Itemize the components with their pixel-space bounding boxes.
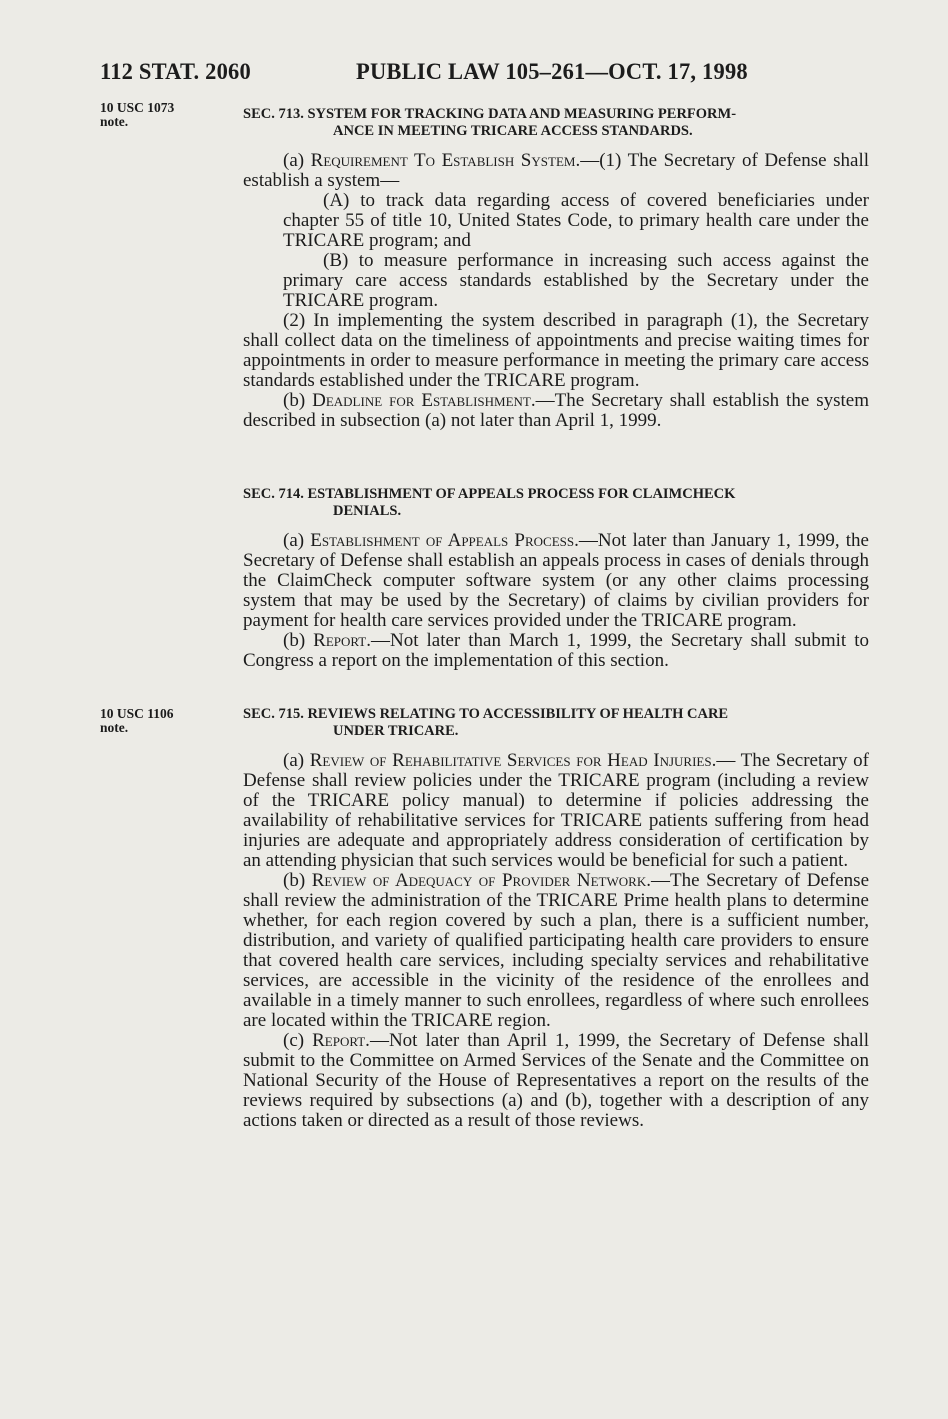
clause-B: (B) to measure performance in increasing such access against the primary care access standards established by the Secretary under the TRICARE program. [283, 250, 869, 311]
subsection-caption: Deadline for Establishment. [312, 390, 536, 411]
heading-line: SEC. 714. ESTABLISHMENT OF APPEALS PROCESS FOR CLAIMCHECK [243, 486, 736, 502]
section-714-heading [243, 486, 869, 520]
subsection-caption: Report. [312, 1030, 370, 1051]
heading-line: SEC. 713. SYSTEM FOR TRACKING DATA AND MEASURING PERFORM- [243, 106, 737, 122]
subsection-caption: Review of Adequacy of Provider Network. [311, 870, 651, 891]
heading-line: SEC. 715. REVIEWS RELATING TO ACCESSIBILITY OF HEALTH CARE [243, 706, 729, 722]
subsection-a: (a) Establishment of Appeals Process.—Not later than January 1, 1999, the Secretary of Defense shall establish an appeals process in cases of denials through the ClaimCheck computer software system (or any other claims processing system that may be used by the Secretary) of claims by civilian providers for payment for health care services provided under the TRICARE program. [243, 530, 869, 631]
paragraph-2: (2) In implementing the system described in paragraph (1), the Secretary shall collect data on the timeliness of appointments and precise waiting times for appointments in order to measure performance in meeting the primary care access standards established under the TRICARE program. [243, 310, 869, 391]
section-715-heading [243, 706, 869, 740]
subsection-caption: Report. [313, 630, 371, 651]
margin-note-citation: 10 USC 1073 [100, 100, 175, 115]
stat-citation: 112 STAT. 2060 [100, 58, 251, 85]
section-713 [243, 106, 869, 431]
clause-A: (A) to track data regarding access of covered beneficiaries under chapter 55 of title 10, United States Code, to primary health care under the TRICARE program; and [283, 190, 869, 251]
heading-line: DENIALS. [333, 503, 402, 519]
margin-note-label: note. [100, 720, 129, 735]
margin-note-2 [100, 707, 174, 735]
subsection-b: (b) Report.—Not later than March 1, 1999, the Secretary shall submit to Congress a report on the implementation of this section. [243, 630, 870, 671]
subsection-a: (a) Requirement To Establish System.—(1) The Secretary of Defense shall establish a system— [243, 150, 870, 191]
public-law-title: PUBLIC LAW 105–261—OCT. 17, 1998 [356, 58, 748, 85]
margin-note-label: note. [100, 114, 129, 129]
subsection-caption: Requirement To Establish System. [310, 150, 581, 171]
subsection-caption: Review of Rehabilitative Services for Head Injuries. [309, 750, 717, 771]
subsection-b: (b) Review of Adequacy of Provider Network.—The Secretary of Defense shall review the administration of the TRICARE Prime health plans to determine whether, for each region covered by such a plan, there is a sufficient number, distribution, and variety of qualified participating health care providers to ensure that covered health care services, including specialty services and rehabilitative services, are accessible in the vicinity of the residence of the enrollees and available in a timely manner to such enrollees, regardless of where such enrollees are located within the TRICARE region. [243, 870, 870, 1031]
section-715 [243, 706, 869, 1131]
subsection-b: (b) Deadline for Establishment.—The Secretary shall establish the system described in subsection (a) not later than April 1, 1999. [243, 390, 870, 431]
heading-line: UNDER TRICARE. [333, 723, 459, 739]
section-713-heading [243, 106, 869, 140]
margin-note-citation: 10 USC 1106 [100, 706, 174, 721]
subsection-caption: Establishment of Appeals Process. [310, 530, 579, 551]
margin-note-1 [100, 101, 174, 129]
section-714 [243, 486, 869, 671]
heading-line: ANCE IN MEETING TRICARE ACCESS STANDARDS. [333, 123, 693, 139]
subsection-a: (a) Review of Rehabilitative Services for Head Injuries.— The Secretary of Defense shall review policies under the TRICARE program (including a review of the TRICARE policy manual) to determine if policies addressing the availability of rehabilitative services for TRICARE patients suffering from head injuries are adequate and appropriately address consideration of certification by an attending physician that such services would be beneficial for such a patient. [243, 750, 869, 871]
subsection-c: (c) Report.—Not later than April 1, 1999, the Secretary of Defense shall submit to the Committee on Armed Services of the Senate and the Committee on National Security of the House of Representatives a report on the results of the reviews required by subsections (a) and (b), together with a description of any actions taken or directed as a result of those reviews. [243, 1030, 869, 1131]
